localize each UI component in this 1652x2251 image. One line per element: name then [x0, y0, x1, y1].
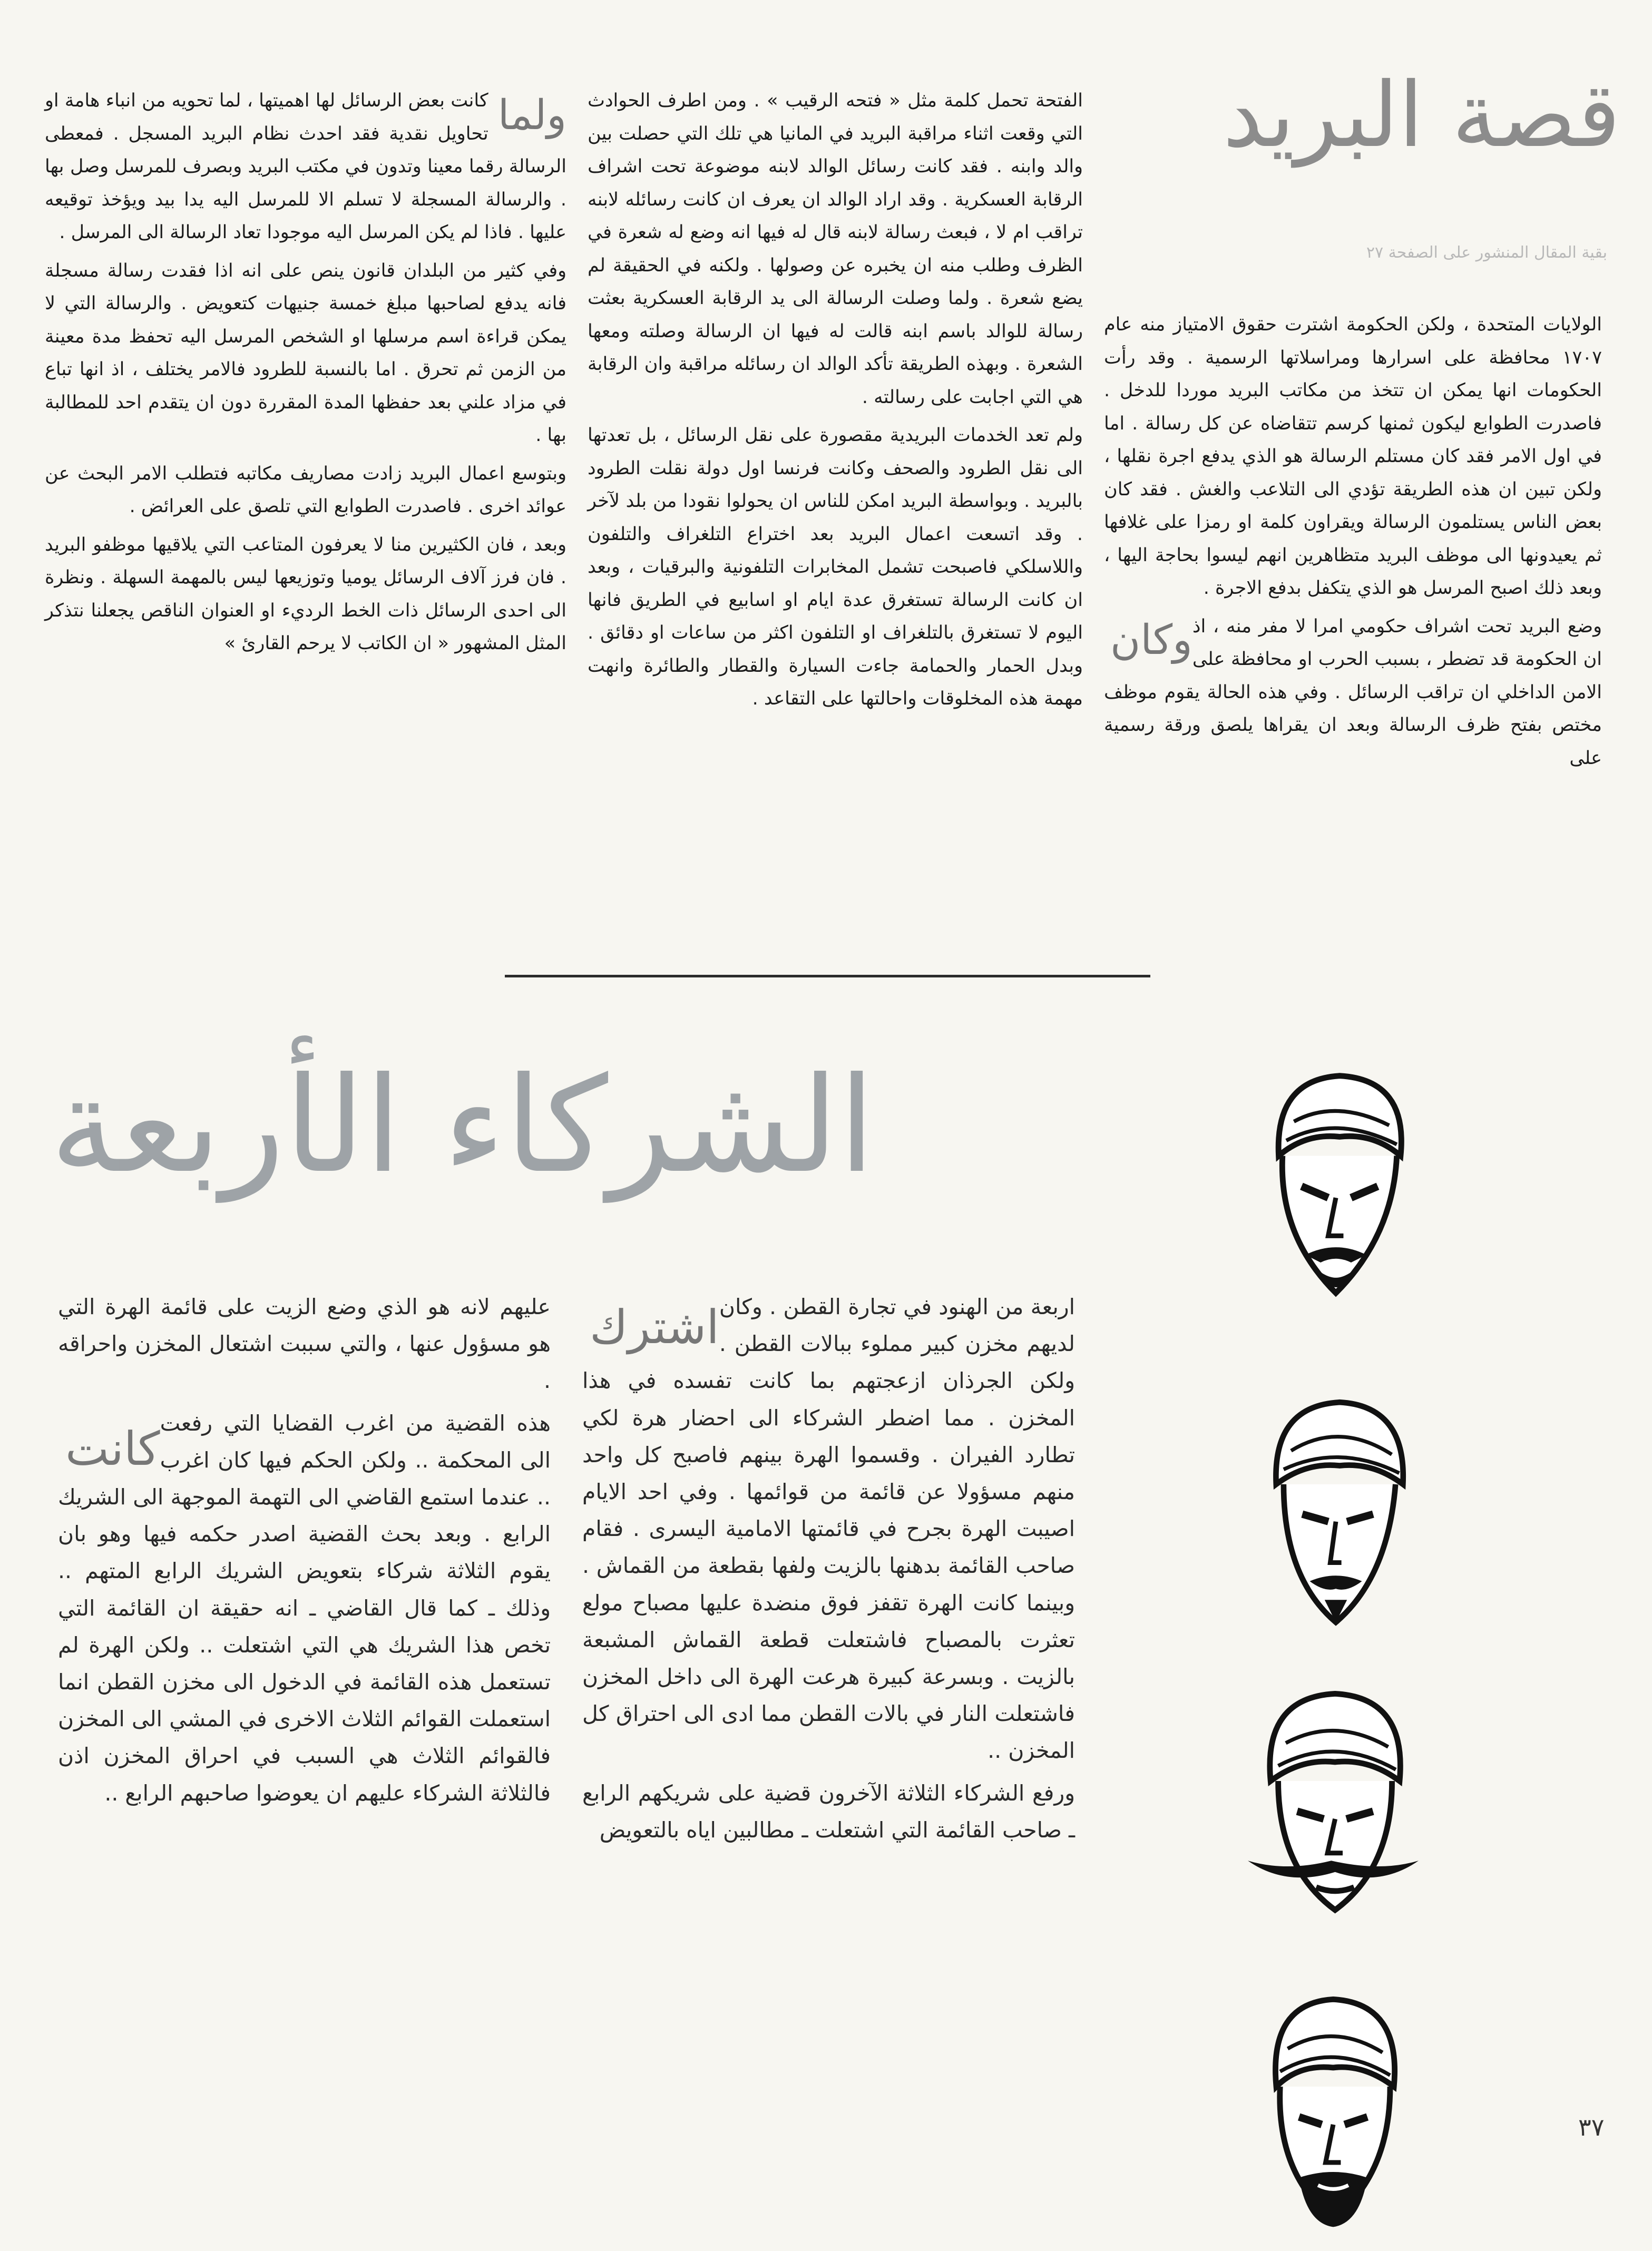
- mail-paragraph: وفي كثير من البلدان قانون ينص على انه اذا فقدت رسالة مسجلة فانه يدفع لصاحبها مبلغ خمسة جنيهات كتعويض . والرسالة التي لا يمكن قراءة اسم مرسلها او الشخص المرسل اليه تحفظ مدة معينة من الزمن ثم تحرق . اما بالنسبة للطرود فالامر يختلف ، اذ انها تباع في مزاد علني بعد حفظها المدة المقررة دون ان يتقدم احد للمطالبة بها .: [45, 260, 566, 446]
- mail-paragraph: وضع البريد تحت اشراف حكومي امرا لا مفر منه ، اذ ان الحكومة قد تضطر ، بسبب الحرب او محافظة على الامن الداخلي ان تراقب الرسائل . وفي هذه الحالة يقوم موظف مختص بفتح ظرف الرسالة وبعد ان يقراها يلصق ورقة رسمية على: [1104, 615, 1602, 769]
- mail-paragraph: كانت بعض الرسائل لها اهميتها ، لما تحويه من انباء هامة او تحاويل نقدية فقد احدث نظام البريد المسجل . فمعطى الرسالة رقما معينا وتدون في مكتب البريد وبصرف للمرسل وصل بها . والرسالة المسجلة لا تسلم الا للمرسل اليه يدا بيد ويؤخذ توقيعه عليها . فاذا لم يكن المرسل اليه موجودا تعاد الرسالة الى المرسل .: [45, 90, 566, 243]
- partners-paragraph: هذه القضية من اغرب القضايا التي رفعت الى المحكمة .. ولكن الحكم فيها كان اغرب .. عندما استمع القاضي الى التهمة الموجهة الى الشريك الرابع . وبعد بحث القضية اصدر حكمه فيها وهو بان يقوم الثلاثة شركاء بتعويض الشريك الرابع المتهم .. وذلك ـ كما قال القاضي ـ انه حقيقة ان القائمة التي تخص هذا الشريك هي التي اشتعلت .. ولكن الهرة لم تستعمل هذه القائمة في الدخول الى مخزن القطن انما استعملت القوائم الثلاث الاخرى في المشي الى المخزن فالقوائم الثلاث هي السبب في احراق المخزن اذن فالثلاثة الشركاء عليهم ان يعوضوا صاحبهم الرابع ..: [58, 1410, 551, 1806]
- section-divider: [505, 975, 1150, 977]
- mail-column-middle: [588, 84, 1083, 721]
- turbaned-man-portrait-icon: [1238, 1064, 1433, 1312]
- partners-column-right: [582, 1288, 1075, 1854]
- partners-paragraph: ورفع الشركاء الثلاثة الآخرون قضية على شريكهم الرابع ـ صاحب القائمة التي اشتعلت ـ مطالبين اياه بالتعويض: [582, 1780, 1075, 1843]
- page-number: ٣٧: [1578, 2113, 1605, 2141]
- mail-column-left: [45, 84, 566, 665]
- turbaned-man-portrait-icon: [1236, 1992, 1431, 2229]
- turbaned-man-portrait-icon: [1241, 1391, 1431, 1633]
- turbaned-man-portrait-icon: [1228, 1686, 1439, 1923]
- partners-paragraph: اربعة من الهنود في تجارة القطن . وكان لديهم مخزن كبير مملوء ببالات القطن . ولكن الجرذان ازعجتهم بما كانت تفسده في هذا المخزن . مما اضطر الشركاء الى احضار هرة لكي تطارد الفيران . وقسموا الهرة بينهم فاصبح كل واحد منهم مسؤولا عن قائمة من قوائمها . وفي احد الايام اصيبت الهرة بجرح في قائمتها الامامية اليسرى . فقام صاحب القائمة بدهنها بالزيت ولفها بقطعة من القماش . وبينما كانت الهرة تقفز فوق منضدة عليها مصباح مولع تعثرت بالمصباح فاشتعلت قطعة القماش المشبعة بالزيت . وبسرعة كبيرة هرعت الهرة الى داخل المخزن فاشتعلت النار في بالات القطن مما ادى الى احتراق كل المخزن ..: [582, 1294, 1075, 1764]
- mail-paragraph-wakan-wrapper: [1104, 610, 1602, 775]
- mail-paragraph: ولم تعد الخدمات البريدية مقصورة على نقل الرسائل ، بل تعدتها الى نقل الطرود والصحف وكانت فرنسا اول دولة نقلت الطرود بالبريد . وبواسطة البريد امكن للناس ان يحولوا نقودا من بلد لآخر . وقد اتسعت اعمال البريد بعد اختراع التلغراف والتلفون واللاسلكي فاصبحت تشمل المخابرات التلفونية والبرقيات ، وبعد ان كانت الرسالة تستغرق عدة ايام او اسابيع في الطريق فانها اليوم لا تستغرق بالتلغراف او التلفون اكثر من ساعات او دقائق . وبدل الحمار والحمامة جاءت السيارة والقطار والطائرة وانهت مهمة هذه المخلوقات واحالتها على التقاعد .: [588, 425, 1083, 709]
- dropword-walamma: ولما: [497, 92, 566, 139]
- partners-column-left: [58, 1288, 551, 1817]
- dropword-ishtarak: اشترك: [590, 1300, 719, 1354]
- mail-paragraph: وبعد ، فان الكثيرين منا لا يعرفون المتاعب التي يلاقيها موظفو البريد . فان فرز آلاف الرسائل يوميا وتوزيعها ليس بالمهمة السهلة . ونظرة الى احدى الرسائل ذات الخط الرديء او العنوان الناقص يجعلنا نتذكر المثل المشهور « ان الكاتب لا يرحم القارئ »: [45, 534, 566, 654]
- mail-column-right: [1104, 308, 1602, 780]
- dropword-kanat: كانت: [65, 1421, 160, 1476]
- mail-article-continuation-note: بقية المقال المنشور على الصفحة ٢٧: [1366, 243, 1607, 262]
- mail-paragraph: الفتحة تحمل كلمة مثل « فتحه الرقيب » . ومن اطرف الحوادث التي وقعت اثناء مراقبة البريد في المانيا هي تلك التي حصلت بين والد وابنه . فقد كانت رسائل الوالد لابنه موضوعة تحت اشراف الرقابة العسكرية . وقد اراد الوالد ان يعرف ان كانت رسائله لابنه تراقب ام لا ، فبعث رسالة لابنه قال له فيها انه وضع له شعرة في الظرف وطلب منه ان يخبره عن وصولها . ولكنه في الحقيقة لم يضع شعرة . ولما وصلت الرسالة الى يد الرقابة العسكرية بعثت رسالة للوالد باسم ابنه قالت له فيها ان الرسالة وصلته ومعها الشعرة . وبهذه الطريقة تأكد الوالد ان رسائله مراقبة وان الرقابة هي التي اجابت على رسالته .: [588, 90, 1083, 408]
- partners-paragraph: عليهم لانه هو الذي وضع الزيت على قائمة الهرة التي هو مسؤول عنها ، والتي سببت اشتعال المخزن واحراقه .: [58, 1294, 551, 1394]
- mail-article-title: قصة البريد: [1223, 63, 1620, 168]
- mail-paragraph: وبتوسع اعمال البريد زادت مصاريف مكاتبه فتطلب الامر البحث عن عوائد اخرى . فاصدرت الطوابع التي تلصق على العرائض .: [45, 463, 566, 517]
- dropword-wakan: وكان: [1110, 616, 1192, 664]
- partners-paragraph-kanat-wrapper: [58, 1405, 551, 1812]
- mail-paragraph: الولايات المتحدة ، ولكن الحكومة اشترت حقوق الامتياز منه عام ١٧٠٧ محافظة على اسرارها ومراسلاتها الرسمية . وقد رأت الحكومات انها يمكن ان تتخذ من مكاتب البريد موردا للدخل . فاصدرت الطوابع ليكون ثمنها كرسم تتقاضاه عن كل رسالة . اما في اول الامر فقد كان مستلم الرسالة هو الذي يدفع اجرة نقلها ، ولكن تبين ان هذه الطريقة تؤدي الى التلاعب والغش . فقد كان بعض الناس يستلمون الرسالة ويقراون كلمة او رمزا على غلافها ثم يعيدونها الى موظف البريد متظاهرين انهم ليسوا بحاجة اليها ، وبعد ذلك اصبح المرسل هو الذي يتكفل بدفع الاجرة .: [1104, 314, 1602, 599]
- partners-article-title: الشركاء الأربعة: [50, 1049, 875, 1202]
